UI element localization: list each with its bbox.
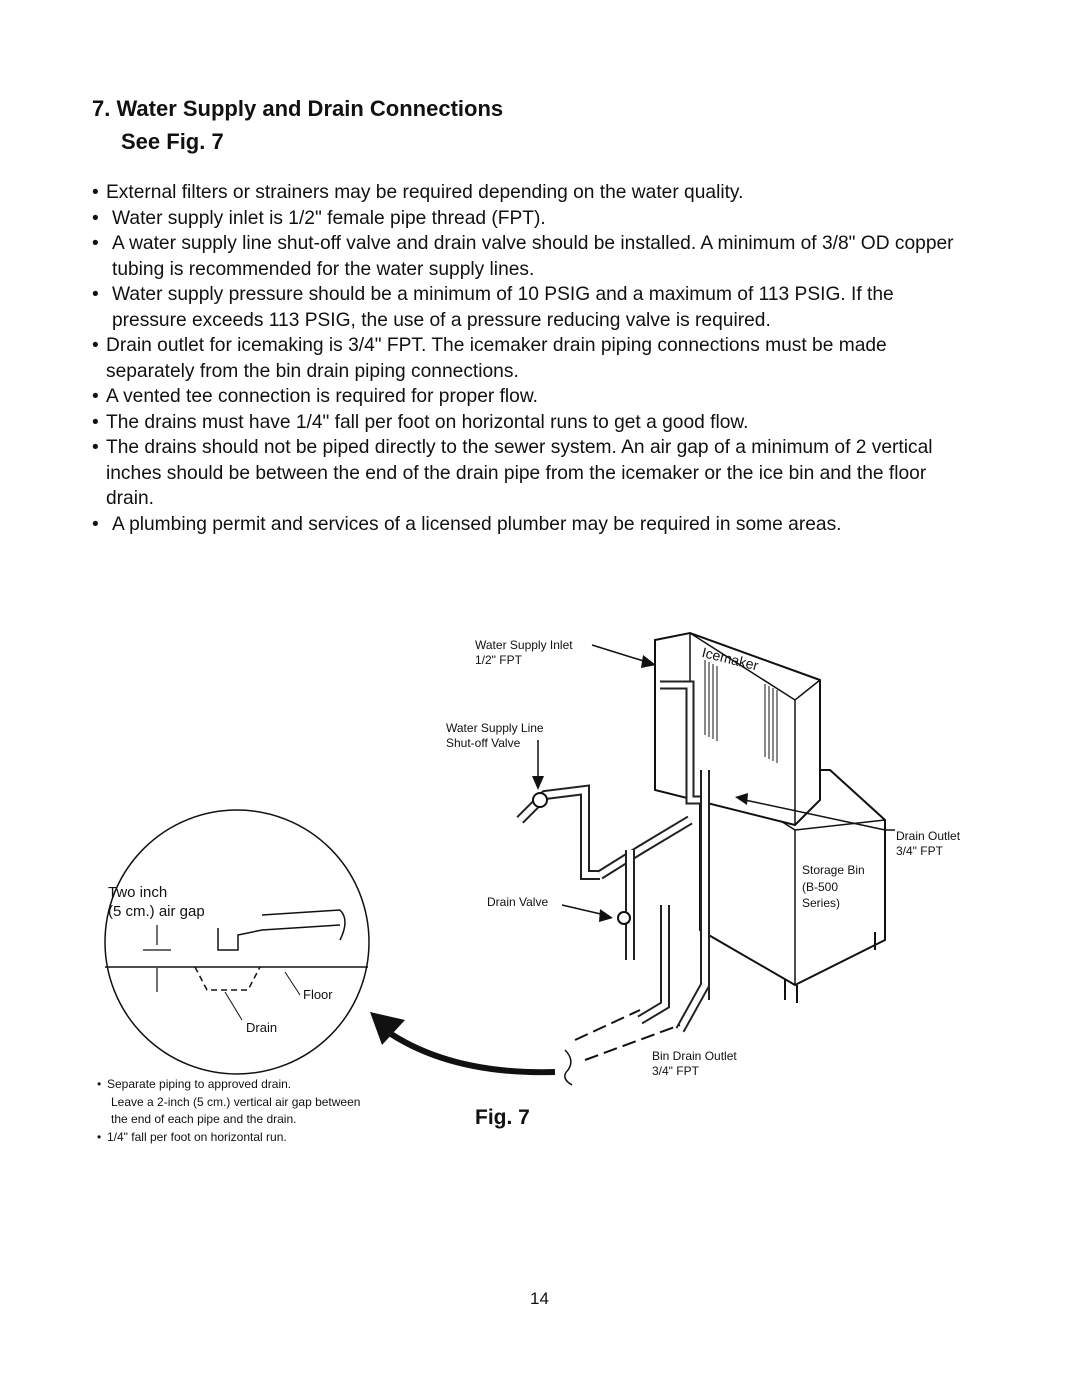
figure-caption: Fig. 7 bbox=[475, 1106, 530, 1129]
detail-circle bbox=[105, 810, 369, 1074]
note-item: • 1/4" fall per foot on horizontal run. bbox=[97, 1129, 360, 1147]
bullet-item: • The drains must have 1/4" fall per foot on horizontal runs to get a good flow. bbox=[92, 410, 972, 436]
supply-line-upper-inner bbox=[600, 820, 690, 875]
drain-valve bbox=[618, 912, 630, 924]
bullet-item: • A water supply line shut-off valve and drain valve should be installed. A minimum of 3/8" OD copper tubing is recommended for the water supply lines. bbox=[92, 231, 972, 282]
curved-arrow bbox=[385, 1030, 555, 1072]
label-drain-outlet: Drain Outlet 3/4" FPT bbox=[896, 829, 961, 858]
label-water-supply-line: Water Supply Line Shut-off Valve bbox=[446, 721, 544, 750]
section-heading-line1: 7. Water Supply and Drain Connections bbox=[92, 96, 504, 121]
bullet-item: • Water supply inlet is 1/2" female pipe thread (FPT). bbox=[92, 206, 972, 232]
bullet-item: • Drain outlet for icemaking is 3/4" FPT. The icemaker drain piping connections must be made separately from the bin drain piping connections. bbox=[92, 333, 972, 384]
section-heading-line2: See Fig. 7 bbox=[121, 129, 224, 154]
figure-notes bbox=[97, 1076, 360, 1146]
label-floor: Floor bbox=[303, 987, 333, 1002]
bullet-item: • The drains should not be piped directly to the sewer system. An air gap of a minimum of 2 vertical inches should be between the end of the drain pipe from the icemaker or the ice bin and the floor drain. bbox=[92, 435, 972, 512]
note-item: the end of each pipe and the drain. bbox=[111, 1112, 297, 1126]
bullet-item: • Water supply pressure should be a minimum of 10 PSIG and a maximum of 113 PSIG. If the pressure exceeds 113 PSIG, the use of a pressure reducing valve is required. bbox=[92, 282, 972, 333]
label-drain-valve: Drain Valve bbox=[487, 895, 549, 909]
bullet-item: • A vented tee connection is required for proper flow. bbox=[92, 384, 972, 410]
page-number: 14 bbox=[530, 1289, 549, 1308]
break-mark bbox=[565, 1050, 572, 1085]
label-icemaker: Icemaker bbox=[700, 644, 761, 674]
label-bin-drain-outlet: Bin Drain Outlet 3/4" FPT bbox=[652, 1049, 737, 1078]
note-item: • Separate piping to approved drain. bbox=[97, 1076, 360, 1094]
shutoff-valve bbox=[533, 793, 547, 807]
note-item: Leave a 2-inch (5 cm.) vertical air gap between bbox=[111, 1094, 361, 1109]
bullet-item: • External filters or strainers may be required depending on the water quality. bbox=[92, 180, 972, 206]
label-water-supply-inlet: Water Supply Inlet 1/2" FPT bbox=[475, 638, 573, 667]
bullet-item: • A plumbing permit and services of a licensed plumber may be required in some areas. bbox=[92, 512, 972, 538]
label-storage-bin: Storage Bin (B-500 Series) bbox=[802, 863, 865, 910]
label-two-inch-air-gap: Two inch (5 cm.) air gap bbox=[108, 884, 205, 920]
label-drain: Drain bbox=[246, 1020, 278, 1035]
drain-run-inner bbox=[680, 985, 705, 1030]
bin-drain-pipe bbox=[640, 905, 665, 1020]
